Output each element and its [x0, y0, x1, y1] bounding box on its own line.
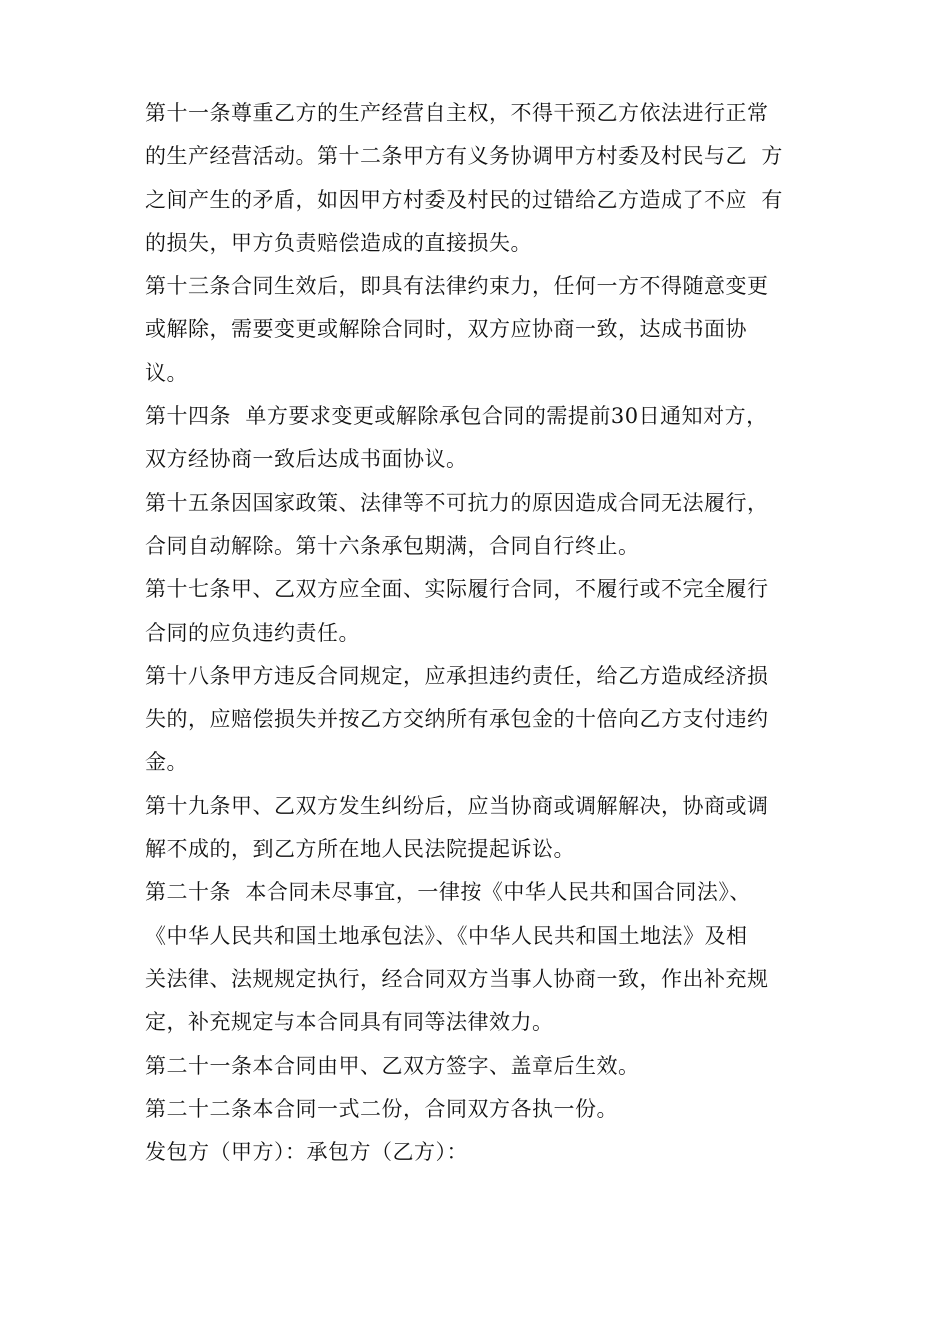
text-line: 合同自动解除。第十六条承包期满，合同自行终止。: [145, 533, 640, 558]
text-line: 第十五条因国家政策、法律等不可抗力的原因造成合同无法履行，: [145, 490, 769, 515]
text-line: 第十八条甲方违反合同规定，应承担违约责任，给乙方造成经济损: [145, 663, 769, 688]
text-line: 的生产经营活动。第十二条甲方有义务协调甲方村委及村民与乙 方: [145, 144, 783, 169]
text-line: 或解除，需要变更或解除合同时，双方应协商一致，达成书面协: [145, 317, 747, 342]
text-line: 定，补充规定与本合同具有同等法律效力。: [145, 1010, 554, 1035]
contract-text-body: [145, 92, 805, 1174]
text-line: 第二十二条本合同一式二份，合同双方各执一份。: [145, 1096, 618, 1121]
text-line: 第二十一条本合同由甲、乙双方签字、盖章后生效。: [145, 1053, 640, 1078]
text-line: 第十四条 单方要求变更或解除承包合同的需提前30日通知对方，: [145, 404, 768, 429]
text-line: 《中华人民共和国土地承包法》、《中华人民共和国土地法》及相: [145, 923, 748, 948]
text-line: 第十九条甲、乙双方发生纠纷后，应当协商或调解解决，协商或调: [145, 793, 769, 818]
text-line: 关法律、法规规定执行，经合同双方当事人协商一致，作出补充规: [145, 966, 769, 991]
text-line: 第十一条尊重乙方的生产经营自主权，不得干预乙方依法进行正常: [145, 101, 769, 125]
signature-line: 发包方（甲方）：承包方（乙方）：: [145, 1140, 468, 1165]
text-line: 解不成的，到乙方所在地人民法院提起诉讼。: [145, 837, 575, 862]
text-line: 双方经协商一致后达成书面协议。: [145, 447, 468, 472]
text-line: 第十三条合同生效后，即具有法律约束力，任何一方不得随意变更: [145, 274, 769, 299]
text-line: 失的，应赔偿损失并按乙方交纳所有承包金的十倍向乙方支付违约: [145, 707, 769, 732]
text-line: 第二十条 本合同未尽事宜，一律按《中华人民共和国合同法》、: [145, 880, 751, 905]
text-line: 金。: [145, 750, 188, 775]
text-line: 第十七条甲、乙双方应全面、实际履行合同，不履行或不完全履行: [145, 577, 769, 602]
text-line: 的损失，甲方负责赔偿造成的直接损失。: [145, 230, 532, 255]
text-line: 之间产生的矛盾，如因甲方村委及村民的过错给乙方造成了不应 有: [145, 187, 783, 212]
text-line: 议。: [145, 360, 188, 385]
text-line: 合同的应负违约责任。: [145, 620, 360, 645]
